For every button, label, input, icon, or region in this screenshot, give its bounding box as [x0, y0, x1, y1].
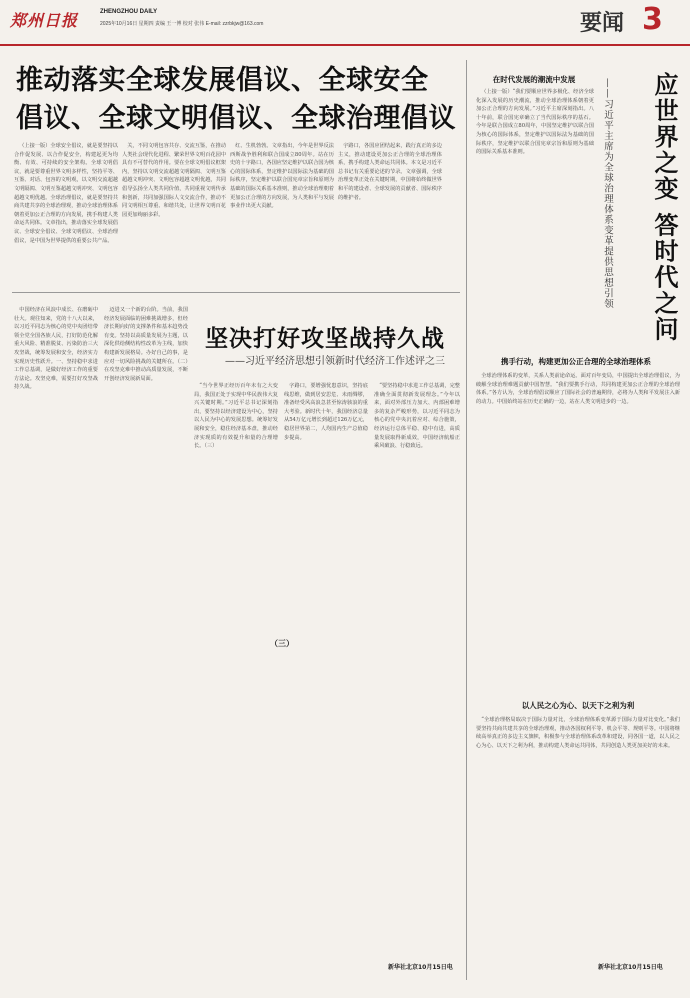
story3-subtitle: ——习近平主席为全球治理体系变革提供思想引领 [602, 78, 613, 309]
story2-headline: 坚决打好攻坚战持久战 [205, 326, 445, 352]
story2-column-5: “要坚持稳中求进工作总基调，完整准确全面贯彻新发展理念。”今年以来，面对外部压力加大、内部困难增多的复杂严峻形势，以习近平同志为核心的党中央沉着应对、综合施策，经济运行总体平稳、稳中有进，高质量发展取得新成效，中国经济航船正乘风破浪、行稳致远。 [374, 383, 460, 450]
story3-dateline: 新华社北京10月15日电 [598, 964, 663, 971]
section-name: 要闻 [580, 11, 625, 36]
story1-column-1: （上接一版）全球安全倡议，就是要坚持以合作促发展、以合作促安全，构建起更为均衡、有效、可持续的安全架构。全球文明倡议，就是要尊重世界文明多样性，坚持平等、互鉴、对话、包容的文明观，以文明交流超越文明隔阂、文明互鉴超越文明冲突、文明包容超越文明优越。全球治理倡议，就是要坚持共商共建共享的全球治理观，推动全球治理体系朝着更加公正合理的方向发展，携手构建人类命运共同体。文章指出，推动落实全球发展倡议、全球安全倡议、全球文明倡议、全球治理倡议，是中国为世界提供的重要公共产品。 [14, 143, 118, 244]
story2-section-number: （三） [270, 638, 294, 648]
column-divider [466, 60, 467, 980]
story2-subhead: ——习近平经济思想引领新时代经济工作述评之三 [225, 356, 445, 367]
story2-column-3: “当今世界正经历百年未有之大变局，我国正处于实现中华民族伟大复兴关键时期。”习近平总书记深刻指出，要坚持以经济建设为中心，坚持以人民为中心的发展思想。统筹好发展和安全，稳住经济基本盘，推动经济实现质的有效提升和量的合理增长。（三） [194, 383, 278, 450]
story3-column-c: “全球治理格局取决于国际力量对比，全球治理体系变革源于国际力量对比变化。”我们要坚持共商共建共享的全球治理观，推动各国权利平等、机会平等、规则平等。中国将继续高举真正的多边主义旗帜，积极参与全球治理体系改革和建设，同各国一道，以人民之心为心、以天下之利为利，推动构建人类命运共同体，共同创造人类更加美好的未来。 [476, 717, 680, 749]
story1-column-2: 关，不同文明包容共存、交流互鉴，在推动人类社会现代化进程、繁荣世界文明百花园中具有不可替代的作用。要在全球文明倡议框架内，坚持以文明交流超越文明隔阂、文明互鉴超越文明冲突、文明包容超越文明优越，共同倡导弘扬全人类共同价值，共同重视文明传承和创新，共同加强国际人文交流合作，推动不同文明相互尊重、和谐共处，让世界文明百花园更加绚丽多彩。 [122, 143, 226, 218]
story2-column-2: 迈进又一个新的台阶。当前，我国经济发展面临的困难挑战增多，但经济长期向好的支撑条件和基本趋势没有变。坚持以高质量发展为主题，以深化供给侧结构性改革为主线，加快构建新发展格局。办好自己的事，是应对一切风险挑战的关键所在。（二）在攻坚克难中推动高质量发展，不断开创经济发展新局面。 [104, 307, 188, 382]
story1-headline-line1: 推动落实全球发展倡议、全球安全 [16, 65, 429, 96]
story2-column-1: 中国经济在风浪中成长、在磨砺中壮大。观往知来，党的十八大以来，以习近平同志为核心的党中央团结带领全党全国各族人民，打好防范化解重大风险、精准脱贫、污染防治三大攻坚战，统筹发展和安全，经济实力实现历史性跃升。一、坚持稳中求进工作总基调，是做好经济工作的重要方法论。攻坚克难，需要打好攻坚战持久战。 [14, 307, 98, 391]
issue-info: 2025年10月16日 星期四 责编 王一博 校对 张伟 E-mail: zzrbkjw@163.com [100, 21, 264, 27]
story3-title: 应世界之变 答时代之问 [650, 72, 678, 343]
newspaper-logo: 郑州日报 [10, 11, 79, 30]
story3-column-b: 全球治理体系的变革，关系人类前途命运。面对百年变局，中国提出全球治理倡议，为破解全球治理难题贡献中国智慧。“我们要携手行动，共同构建更加公正合理的全球治理体系。”各方认为，全球治理倡议顺应了国际社会的普遍期待，必将为人类和平发展注入新的动力。中国始终站在历史正确的一边，站在人类文明进步的一边。 [476, 373, 680, 405]
newspaper-english-name: ZHENGZHOU DAILY [100, 9, 158, 15]
divider-line [12, 292, 460, 293]
story2-column-4: 字路口，要增强忧患意识，坚持底线思维，做到居安思危、未雨绸缪，准备经受风高浪急甚至惊涛骇浪的重大考验。新时代十年，我国经济总量从54万亿元增长到超过126万亿元，稳居世界第二，人均国内生产总值稳步提高。 [284, 383, 368, 441]
story3-subhead-2: 携手行动，构建更加公正合理的全球治理体系 [501, 357, 651, 366]
story3-subhead-1: 在时代发展的潮流中发展 [492, 75, 576, 84]
story1-headline [16, 62, 456, 138]
masthead [0, 0, 690, 46]
story1-headline-line2: 倡议、全球文明倡议、全球治理倡议 [16, 103, 456, 134]
story3-column-a: （上接一版）“我们要顺应世界多极化、经济全球化深入发展的历史潮流，推动全球治理体系朝着更加公正合理的方向发展。”习近平主席深刻指出。八十年前，联合国宪章确立了当代国际秩序的基石。今年是联合国成立80周年，中国坚定维护以联合国为核心的国际体系，坚定维护以国际法为基础的国际秩序，坚定维护以联合国宪章宗旨和原则为基础的国际关系基本准则。 [476, 89, 594, 156]
page-number: 3 [642, 2, 663, 37]
story3-subhead-3: 以人民之心为心、以天下之利为利 [521, 701, 635, 710]
story2-dateline: 新华社北京10月15日电 [388, 964, 453, 971]
story1-column-3: 红、生机勃勃。文章指出，今年是世界反法西斯战争胜利和联合国成立80周年。站在历史的十字路口，各国应坚定维护以联合国为核心的国际体系，坚定维护以国际法为基础的国际秩序，坚定维护以联合国宪章宗旨和原则为基础的国际关系基本准则，推动全球治理朝着更加公正合理的方向发展，为人类和平与发展事业作出更大贡献。 [230, 143, 334, 210]
story1-column-4: 宇路口，各国应团结起来，践行真正的多边主义，推动建设更加公正合理的全球治理体系，携手构建人类命运共同体。本文是习近平总书记有关重要论述的节录。文章强调，全球治理变革正处在关键时期，中国将始终做世界和平的建设者、全球发展的贡献者、国际秩序的维护者。 [338, 143, 442, 201]
